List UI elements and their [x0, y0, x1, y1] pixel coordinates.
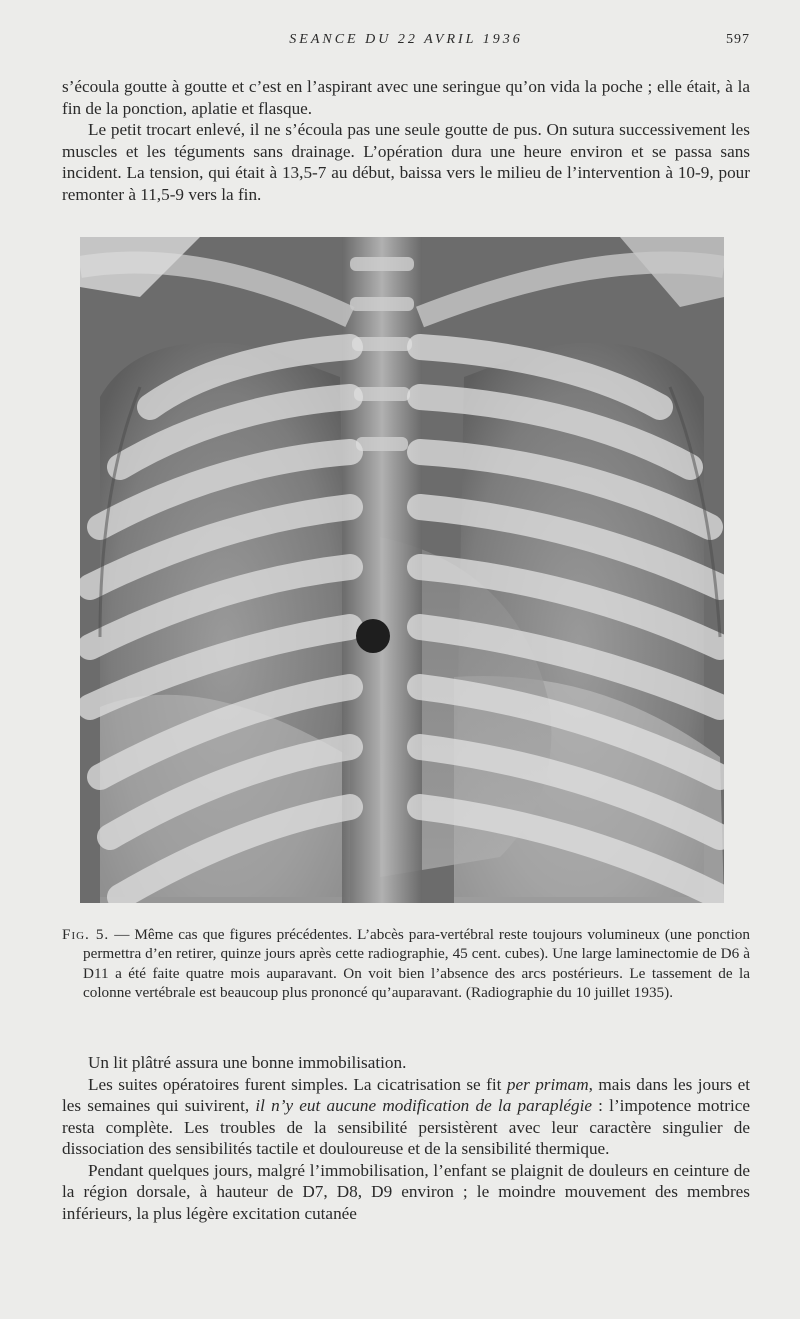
paragraph: s’écoula goutte à goutte et c’est en l’aspirant avec une seringue qu’on vida la poche ; elle était, à la fin de la ponction, aplatie et flasque. — [62, 77, 750, 118]
paragraph: Le petit trocart enlevé, il ne s’écoula pas une seule goutte de pus. On sutura successivement les muscles et les téguments sans drainage. L’opération dura une heure environ et se passa sans incident. La tension, qui était à 13,5-7 au début, baissa vers le milieu de l’intervention à 10-9, pour remonter à 11,5-9 vers la fin. — [62, 120, 750, 204]
page-number: 597 — [726, 32, 750, 47]
text-run: : l’impotence motrice resta complète. Les troubles de la sensibilité persistèrent avec leur caractère singulier de dissociation des sensibilités tactile et douloureuse et de la sensibilité thermique. — [62, 1096, 750, 1158]
italic-run: il n’y eut aucune modification de la paraplégie — [255, 1096, 592, 1115]
paragraph: Un lit plâtré assura une bonne immobilisation. — [88, 1053, 407, 1072]
running-title: SEANCE DU 22 AVRIL 1936 — [289, 32, 523, 47]
caption-text: Même cas que figures précédentes. L’abcès para-vertébral reste toujours volumineux (une ponction permettra d’en retirer, quinze jours après cette radiographie, 45 cent. cubes). Une large laminectomie de D6 à D11 a été faite quatre mois auparavant. On voit bien l’absence des arcs postérieurs. Le tassement de la colonne vertébrale est beaucoup plus prononcé qu’auparavant. (Radiographie du 10 juillet 1935). — [83, 926, 750, 1001]
figure-label: Fig. 5. — [62, 926, 110, 943]
page-header — [62, 32, 750, 54]
paragraph: Pendant quelques jours, malgré l’immobilisation, l’enfant se plaignit de douleurs en ceinture de la région dorsale, à hauteur de D7, D8, D9 environ ; le moindre mouvement des membres inférieurs, la plus légère excitation cutanée — [62, 1160, 750, 1223]
caption-dash: — — [109, 926, 135, 943]
italic-run: per primam — [506, 1074, 589, 1094]
figure-caption — [62, 925, 750, 1002]
chest-radiograph-figure — [80, 237, 724, 903]
paragraph — [62, 1074, 750, 1160]
body-text-bottom — [62, 1052, 750, 1224]
body-text-top — [62, 76, 750, 205]
text-run: Les suites opératoires furent simples. La cicatrisation se fit — [88, 1074, 507, 1094]
chest-radiograph-image — [80, 237, 724, 903]
text-run: , mais dans les jours et les semaines qui suivirent, — [62, 1074, 750, 1115]
